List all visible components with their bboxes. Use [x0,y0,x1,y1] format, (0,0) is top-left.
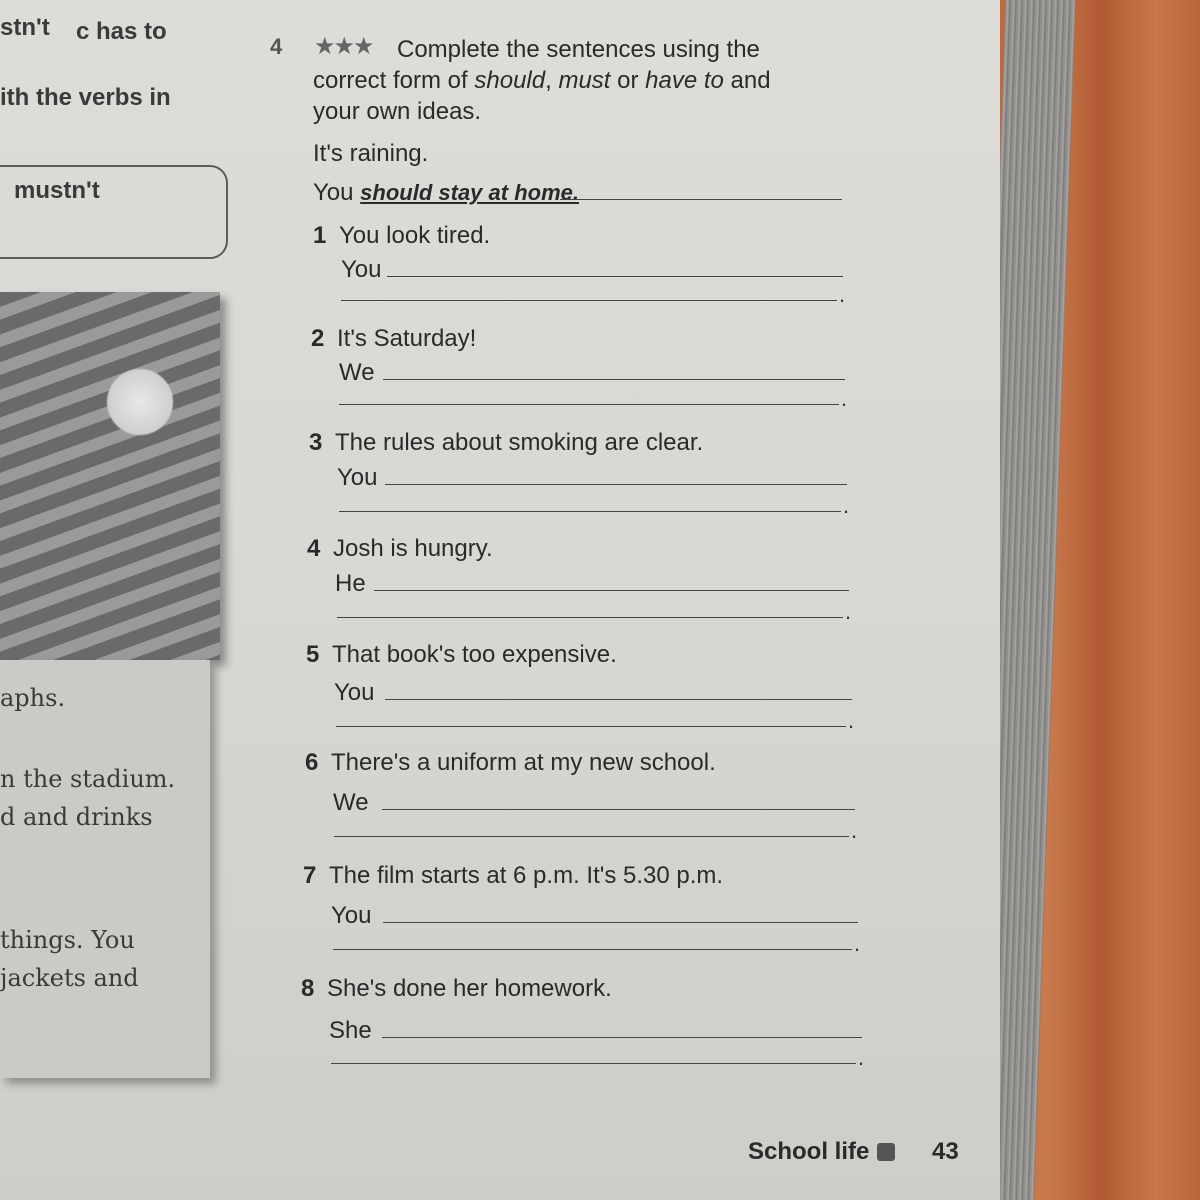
full-stop: . [858,1045,865,1070]
answer-line-continuation[interactable] [341,300,837,301]
instruction-line-1: Complete the sentences using the [397,36,760,63]
tennis-photo [0,292,220,660]
left-text-fragment: things. You [0,926,135,954]
question-text: That book's too expensive. [332,641,617,668]
question-prompt [303,862,723,890]
answer-subject: He [335,570,366,597]
question-number: 1 [313,222,327,249]
answer-line-continuation[interactable] [334,836,849,837]
answer-subject: You [334,679,375,706]
footer-section-label: School life [748,1138,870,1165]
left-text-fragment: stn't [0,14,50,41]
example-answer-line [560,199,842,200]
left-text-fragment: aphs. [0,684,66,712]
answer-line-continuation[interactable] [336,726,846,727]
answer-line-continuation[interactable] [333,949,852,950]
question-number: 3 [309,429,323,456]
example-answer: should stay at home. [360,180,579,205]
question-number: 4 [307,535,321,562]
answer-line[interactable] [385,484,847,485]
answer-subject: We [339,359,375,386]
question-text: You look tired. [339,222,491,249]
full-stop: . [841,386,848,411]
instruction-keyword: should [474,67,546,94]
instruction-line-2 [313,65,771,96]
left-text-fragment: n the stadium. [0,765,176,793]
question-prompt [313,222,490,250]
instruction-keyword: have to [645,67,724,94]
square-bullet-icon [877,1143,895,1161]
question-prompt [306,641,617,669]
answer-line[interactable] [387,276,843,277]
question-prompt [311,325,476,353]
answer-line[interactable] [382,809,855,810]
full-stop: . [845,599,852,624]
question-text: It's Saturday! [337,325,477,352]
answer-line[interactable] [383,379,845,380]
question-number: 2 [311,325,325,352]
answer-line-continuation[interactable] [337,617,843,618]
full-stop: . [851,818,858,843]
question-text: Josh is hungry. [333,535,493,562]
question-text: There's a uniform at my new school. [331,749,716,776]
question-number: 8 [301,975,315,1002]
instruction-text: correct form of [313,67,475,94]
difficulty-stars-icon: ★★★ [314,32,373,60]
reading-text-box [0,660,210,1078]
example-prompt: It's raining. [313,140,429,167]
answer-line-continuation[interactable] [339,404,839,405]
instruction-text: or [610,67,646,94]
question-text: The rules about smoking are clear. [335,429,704,456]
instruction-line-3: your own ideas. [313,98,482,125]
answer-subject: You [331,902,372,929]
instruction-keyword: must [558,67,611,94]
question-prompt [309,429,703,457]
question-number: 5 [306,641,320,668]
instruction-text: and [723,67,771,94]
left-text-fragment: jackets and [0,964,139,992]
answer-line[interactable] [385,699,852,700]
left-text-fragment: ith the verbs in [0,84,171,111]
word-box-word: mustn't [14,177,100,204]
instruction-text: , [545,67,559,94]
question-prompt [301,975,612,1003]
full-stop: . [854,931,861,956]
answer-line-continuation[interactable] [331,1063,856,1064]
answer-line[interactable] [374,590,849,591]
question-number: 7 [303,862,317,889]
answer-line[interactable] [382,1037,862,1038]
question-text: The film starts at 6 p.m. It's 5.30 p.m. [329,862,724,889]
answer-subject: You [341,256,382,283]
question-prompt [307,535,493,563]
question-number: 6 [305,749,319,776]
answer-line[interactable] [383,922,858,923]
question-text: She's done her homework. [327,975,612,1002]
footer-section [748,1138,895,1166]
left-text-fragment: d and drinks [0,803,153,831]
answer-subject: She [329,1017,372,1044]
answer-subject: You [337,464,378,491]
answer-line-continuation[interactable] [339,511,841,512]
full-stop: . [839,282,846,307]
full-stop: . [848,708,855,733]
answer-subject: We [333,789,369,816]
exercise-number: 4 [270,34,283,59]
example-subject: You [313,179,361,206]
page-number: 43 [932,1138,959,1165]
example-line [313,179,579,207]
full-stop: . [843,493,850,518]
question-prompt [305,749,716,777]
left-text-fragment: c has to [76,18,167,45]
